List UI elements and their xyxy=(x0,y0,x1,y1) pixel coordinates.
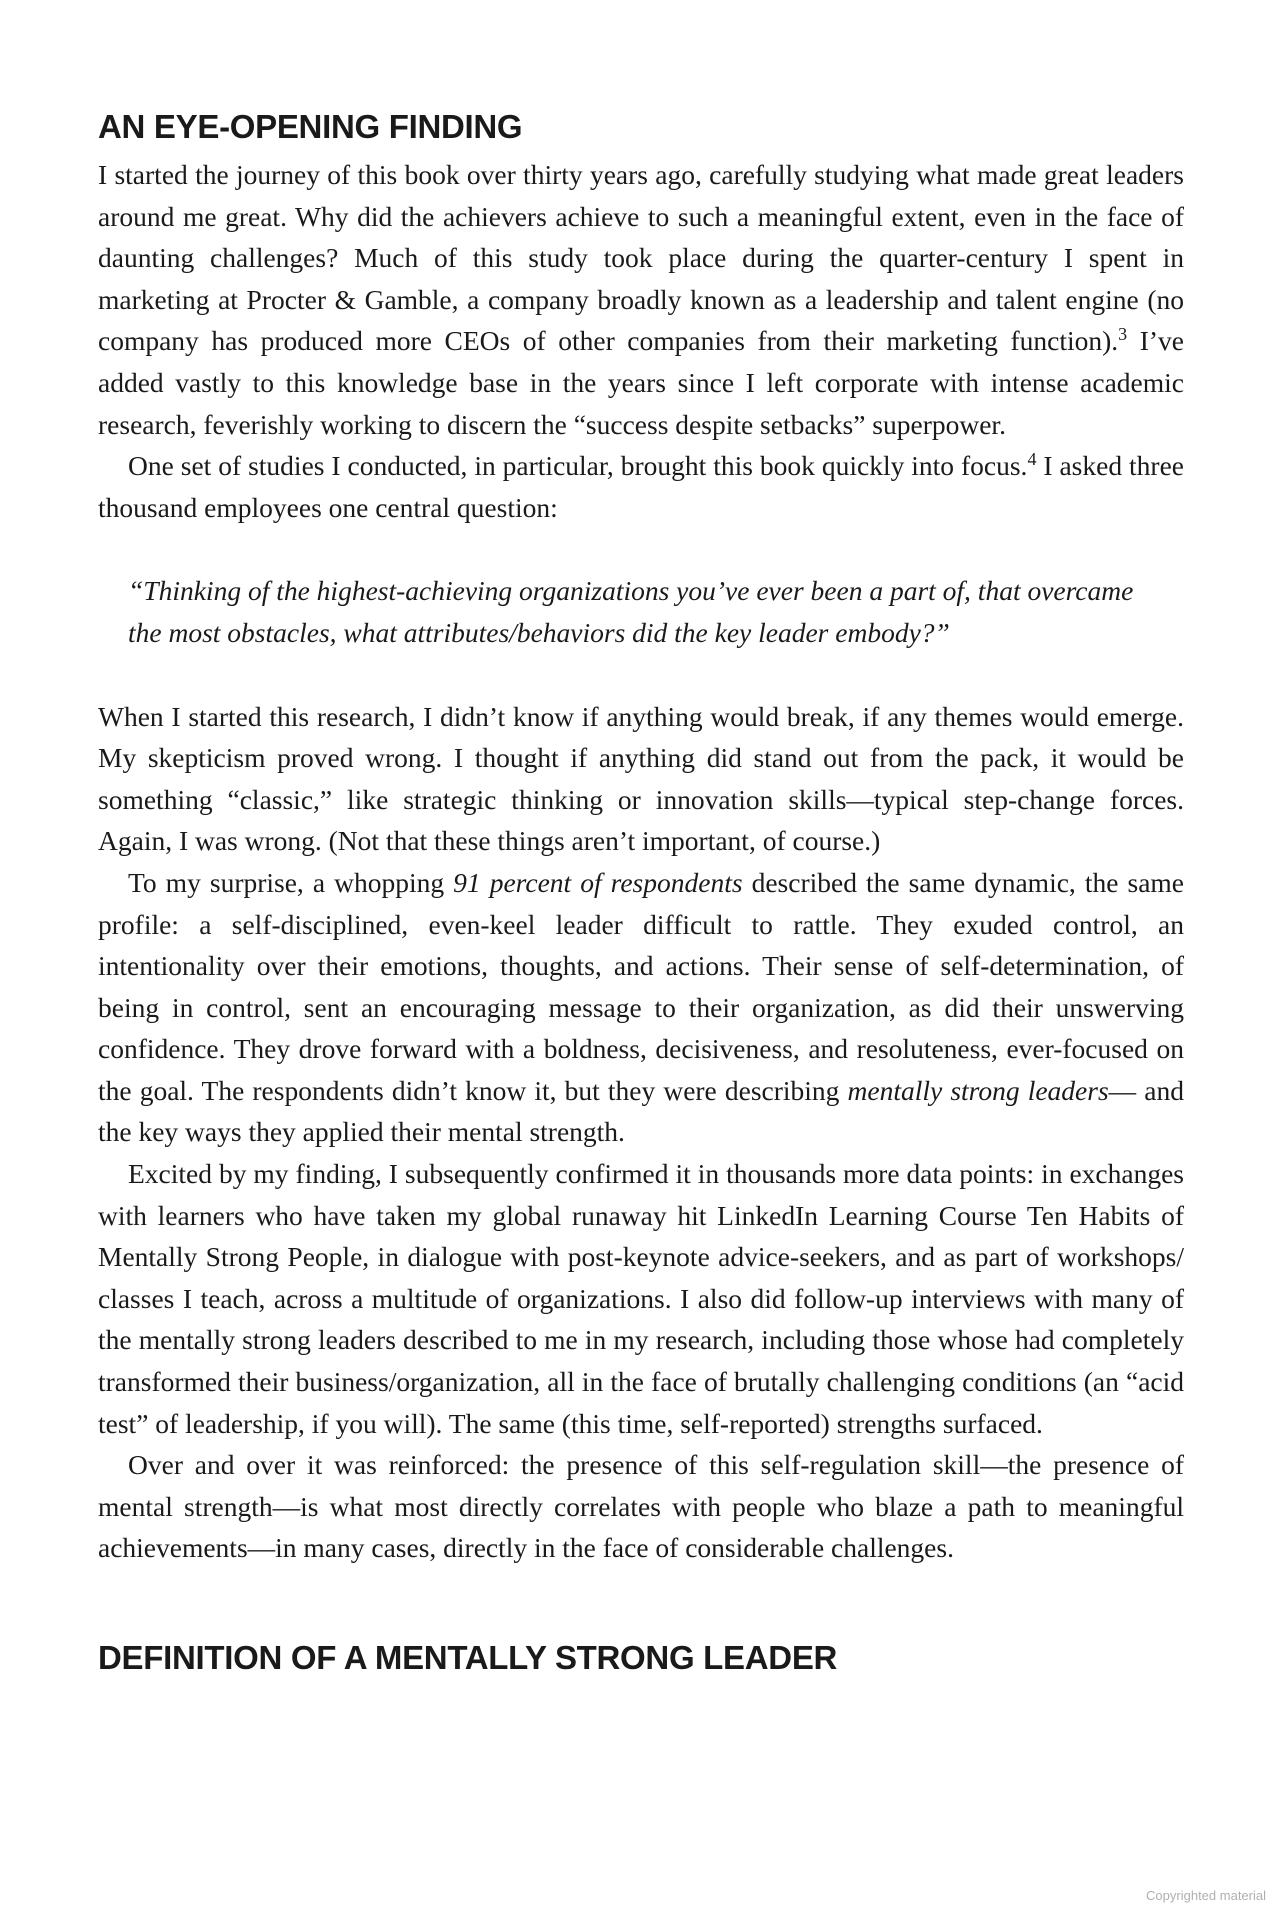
paragraph-5: Excited by my finding, I subsequently confirmed it in thousands more data points: in exchanges with learners who have taken my global runaway hit LinkedIn Learning Course Ten Habits of Mentally Strong People, in dialogue with post-keynote advice-seekers, and as part of workshops/ classes I teach, across a multitude of organizations. I also did follow-up interviews with many of the mentally strong leaders described to me in my research, including those whose had completely transformed their business/organization, all in the face of brutally challenging conditions (an “acid test” of leadership, if you will). The same (this time, self-reported) strengths surfaced. xyxy=(98,1158,1184,1439)
paragraph-1 xyxy=(98,154,1184,445)
copyright-watermark: Copyrighted material xyxy=(1146,1888,1266,1903)
footnote-ref-3[interactable]: 3 xyxy=(1118,324,1128,345)
section-heading-definition: DEFINITION OF A MENTALLY STRONG LEADER xyxy=(98,1639,838,1676)
emphasis-mentally-strong-leaders: mentally strong leaders xyxy=(847,1074,1109,1106)
paragraph-3: When I started this research, I didn’t know if anything would break, if any themes would emerge. My skepticism proved wrong. I thought if anything did stand out from the pack, it would be something “classic,” like strategic thinking or innovation skills—typical step-change forces. Again, I was wrong. (Not that these things aren’t important, of course.) xyxy=(98,700,1184,857)
paragraph-4-text-b: described the same dynamic, the same profile: a self-disciplined, even-keel leader difficult to rattle. They exuded control, an intentionality over their emotions, thoughts, and actions. Their sense of self-determination, of being in control, sent an encouraging message to their organization, as did their unswerving confidence. They drove forward with a boldness, decisiveness, and resoluteness, ever-focused on the goal. The respondents didn’t know it, but they were describing xyxy=(98,866,1184,1106)
footnote-ref-4[interactable]: 4 xyxy=(1027,449,1037,470)
section-heading-eye-opening-finding: AN EYE-OPENING FINDING xyxy=(98,108,523,145)
block-quote: “Thinking of the highest-achieving organizations you’ve ever been a part of, that overcame the most obstacles, what attributes/behaviors did the key leader embody?” xyxy=(128,575,1134,648)
paragraph-2-text-a: One set of studies I conducted, in particular, brought this book quickly into focus. xyxy=(128,450,1028,482)
paragraph-1-text-b: I’ve added vastly to this knowledge base in the years since I left corporate with intense academic research, feverishly working to discern the “success despite setbacks” superpower. xyxy=(98,325,1185,440)
paragraph-6: Over and over it was reinforced: the presence of this self-regulation skill—the presence of mental strength—is what most directly correlates with people who blaze a path to meaningful achievements—in many cases, directly in the face of considerable challenges. xyxy=(98,1449,1184,1564)
paragraph-1-text-a: I started the journey of this book over thirty years ago, carefully studying what made great leaders around me great. Why did the achievers achieve to such a meaningful extent, even in the face of daunting challenges? Much of this study took place during the quarter-century I spent in marketing at Procter & Gamble, a company broadly known as a leadership and talent engine (no company has produced more CEOs of other companies from their marketing function). xyxy=(98,159,1184,357)
paragraph-4-text-c: — and the key ways they applied their mental strength. xyxy=(98,1074,1184,1148)
paragraph-2-text-b: I asked three thousand employees one central question: xyxy=(98,450,1184,523)
emphasis-91-percent: 91 percent of respondents xyxy=(453,866,743,898)
book-page xyxy=(98,100,1184,1685)
paragraph-4 xyxy=(98,862,1184,1153)
paragraph-2 xyxy=(98,445,1184,528)
paragraph-4-text-a: To my surprise, a whopping xyxy=(128,866,454,898)
